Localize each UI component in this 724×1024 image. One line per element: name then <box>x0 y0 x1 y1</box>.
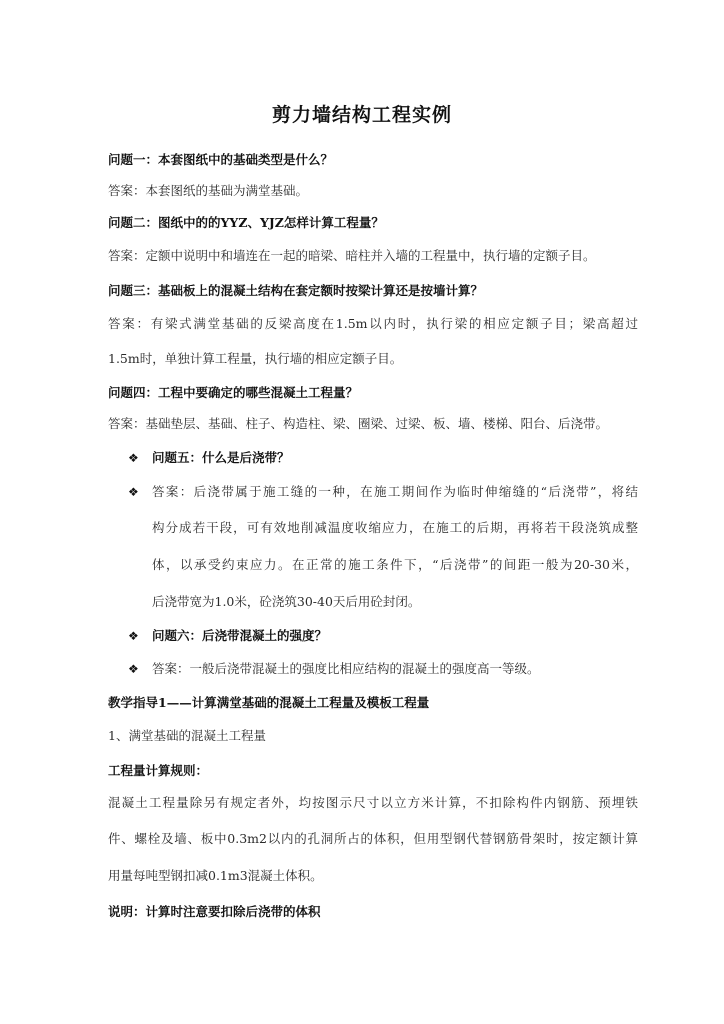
rules-line-3: 用量每吨型钢扣减0.1m3混凝土体积。 <box>108 868 323 883</box>
bullet-diamond-icon: ❖ <box>128 629 139 643</box>
answer-2: 答案：定额中说明中和墙连在一起的暗梁、暗柱并入墙的工程量中，执行墙的定额子目。 <box>108 248 596 263</box>
question-2: 问题二：图纸中的的YYZ、YJZ怎样计算工程量？ <box>108 215 384 230</box>
bullet-diamond-icon: ❖ <box>128 662 139 676</box>
bullet-diamond-icon: ❖ <box>128 451 139 465</box>
page-title: 剪力墙结构工程实例 <box>271 104 452 126</box>
question-5: 问题五：什么是后浇带？ <box>152 450 290 465</box>
guide-heading: 教学指导1——计算满堂基础的混凝土工程量及模板工程量 <box>108 695 430 710</box>
answer-5-line-3: 体，以承受约束应力。在正常的施工条件下，“后浇带”的间距一般为20-30米， <box>152 557 638 572</box>
question-1: 问题一：本套图纸中的基础类型是什么？ <box>108 152 334 167</box>
answer-6: 答案：一般后浇带混凝土的强度比相应结构的混凝土的强度高一等级。 <box>152 661 540 676</box>
rules-line-1: 混凝土工程量除另有规定者外，均按图示尺寸以立方米计算，不扣除构件内钢筋、预埋铁 <box>108 795 638 810</box>
answer-5-line-4: 后浇带宽为1.0米，砼浇筑30-40天后用砼封闭。 <box>152 594 421 609</box>
bullet-diamond-icon: ❖ <box>128 485 139 499</box>
rules-line-2: 件、螺栓及墙、板中0.3m2以内的孔洞所占的体积，但用型钢代替钢筋骨架时，按定额计算 <box>108 831 638 846</box>
answer-3-line-1: 答案：有梁式满堂基础的反梁高度在1.5m以内时，执行梁的相应定额子目；梁高超过 <box>108 316 638 331</box>
question-6: 问题六：后浇带混凝土的强度？ <box>152 628 328 643</box>
answer-1: 答案：本套图纸的基础为满堂基础。 <box>108 183 309 198</box>
guide-item-1: 1、满堂基础的混凝土工程量 <box>108 728 266 743</box>
answer-4: 答案：基础垫层、基础、柱子、构造柱、梁、圈梁、过梁、板、墙、楼梯、阳台、后浇带。 <box>108 416 609 431</box>
question-4: 问题四：工程中要确定的哪些混凝土工程量？ <box>108 385 359 400</box>
answer-3-line-2: 1.5m时，单独计算工程量，执行墙的相应定额子目。 <box>108 351 403 366</box>
note: 说明：计算时注意要扣除后浇带的体积 <box>108 904 321 919</box>
answer-5-line-1: 答案：后浇带属于施工缝的一种，在施工期间作为临时伸缩缝的“后浇带”，将结 <box>152 484 638 499</box>
answer-5-line-2: 构分成若干段，可有效地削减温度收缩应力，在施工的后期，再将若干段浇筑成整 <box>152 520 638 535</box>
rules-heading: 工程量计算规则： <box>108 763 209 778</box>
question-3: 问题三：基础板上的混凝土结构在套定额时按梁计算还是按墙计算？ <box>108 283 484 298</box>
